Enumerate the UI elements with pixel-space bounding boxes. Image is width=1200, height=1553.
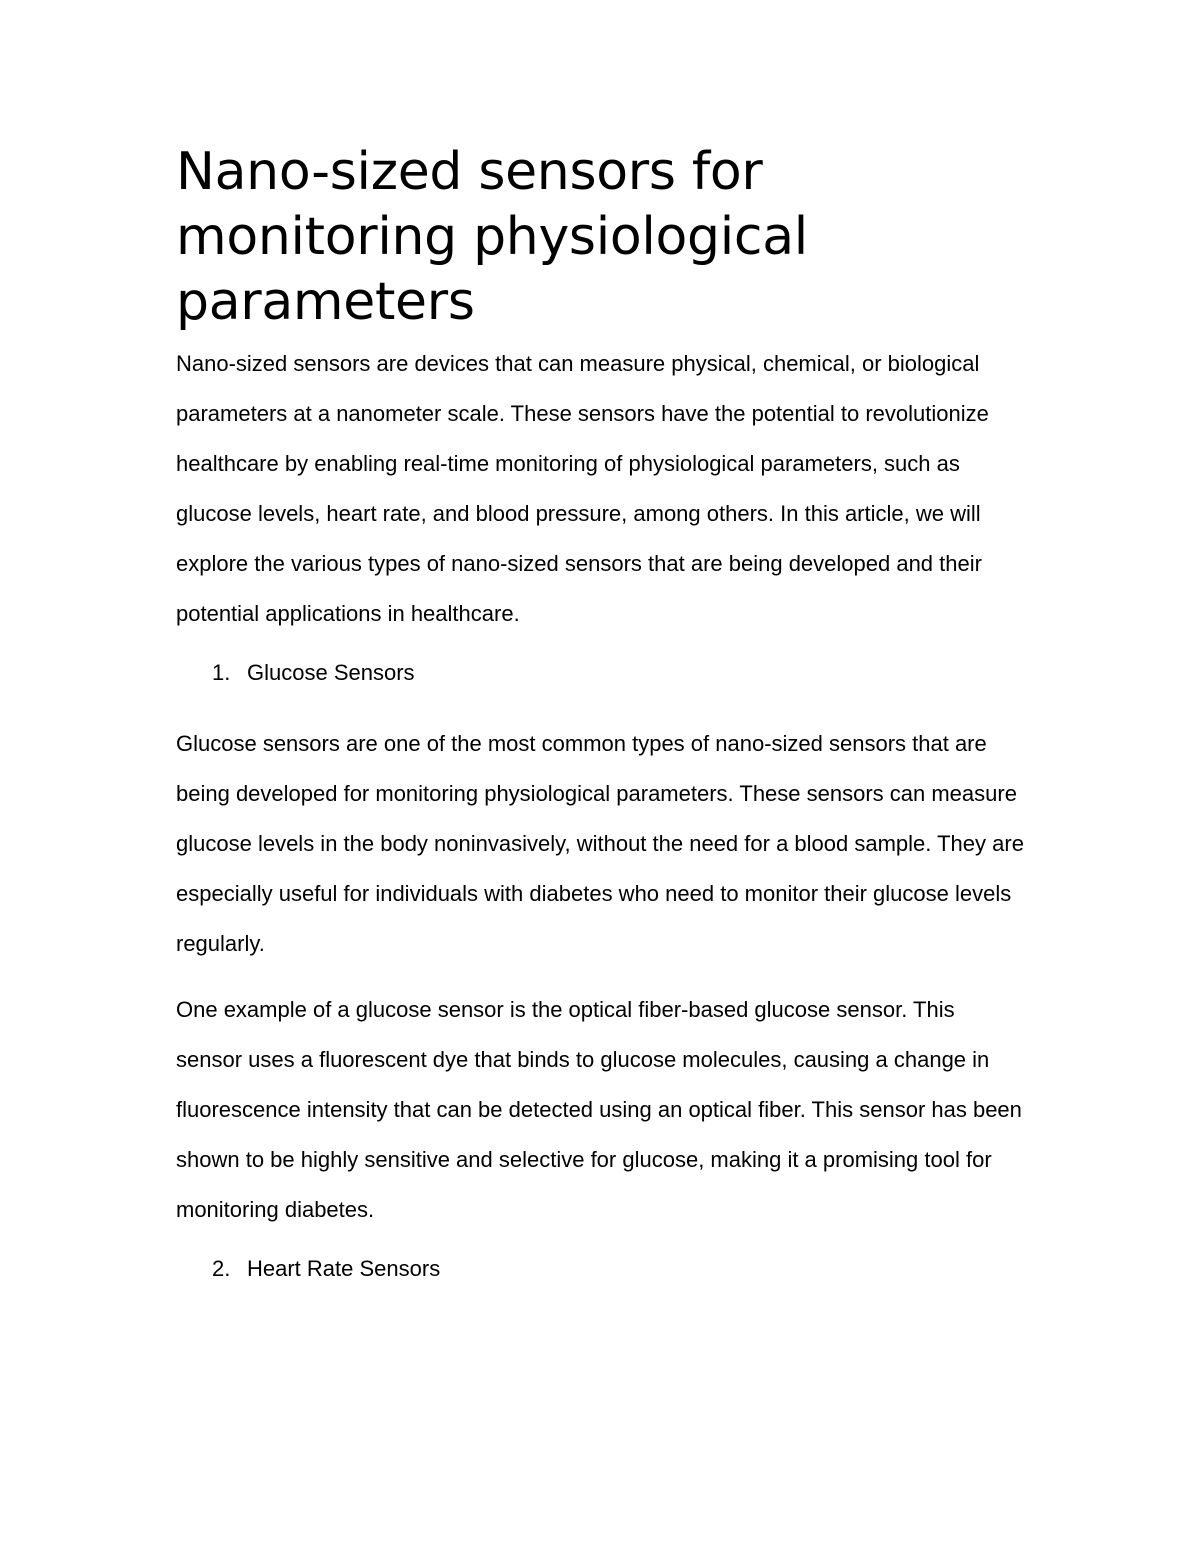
section-heading-heart-rate [176, 1254, 1026, 1284]
intro-paragraph: Nano-sized sensors are devices that can measure physical, chemical, or biological parameters at a nanometer scale. These sensors have the potential to revolutionize healthcare by enabling real-time monitoring of physiological parameters, such as glucose levels, heart rate, and blood pressure, among others. In this article, we will explore the various types of nano-sized sensors that are being developed and their potential applications in healthcare. [176, 351, 989, 626]
glucose-paragraph-1: Glucose sensors are one of the most common types of nano-sized sensors that are being developed for monitoring physiological parameters. These sensors can measure glucose levels in the body noninvasively, without the need for a blood sample. They are especially useful for individuals with diabetes who need to monitor their glucose levels regularly. [176, 731, 1024, 956]
section-heading-label: Glucose Sensors [247, 660, 415, 685]
glucose-paragraph-2: One example of a glucose sensor is the optical fiber-based glucose sensor. This sensor uses a fluorescent dye that binds to glucose molecules, causing a change in fluorescence intensity that can be detected using an optical fiber. This sensor has been shown to be highly sensitive and selective for glucose, making it a promising tool for monitoring diabetes. [176, 997, 1022, 1222]
list-number: 2. [212, 1256, 231, 1281]
document-page [176, 140, 1026, 1284]
section-list-1 [176, 658, 1026, 688]
section-heading-glucose [176, 658, 1026, 688]
list-number: 1. [212, 660, 231, 685]
section-heading-label: Heart Rate Sensors [247, 1256, 441, 1281]
section-list-2 [176, 1254, 1026, 1284]
document-title: Nano-sized sensors for monitoring physiological parameters [176, 142, 808, 332]
